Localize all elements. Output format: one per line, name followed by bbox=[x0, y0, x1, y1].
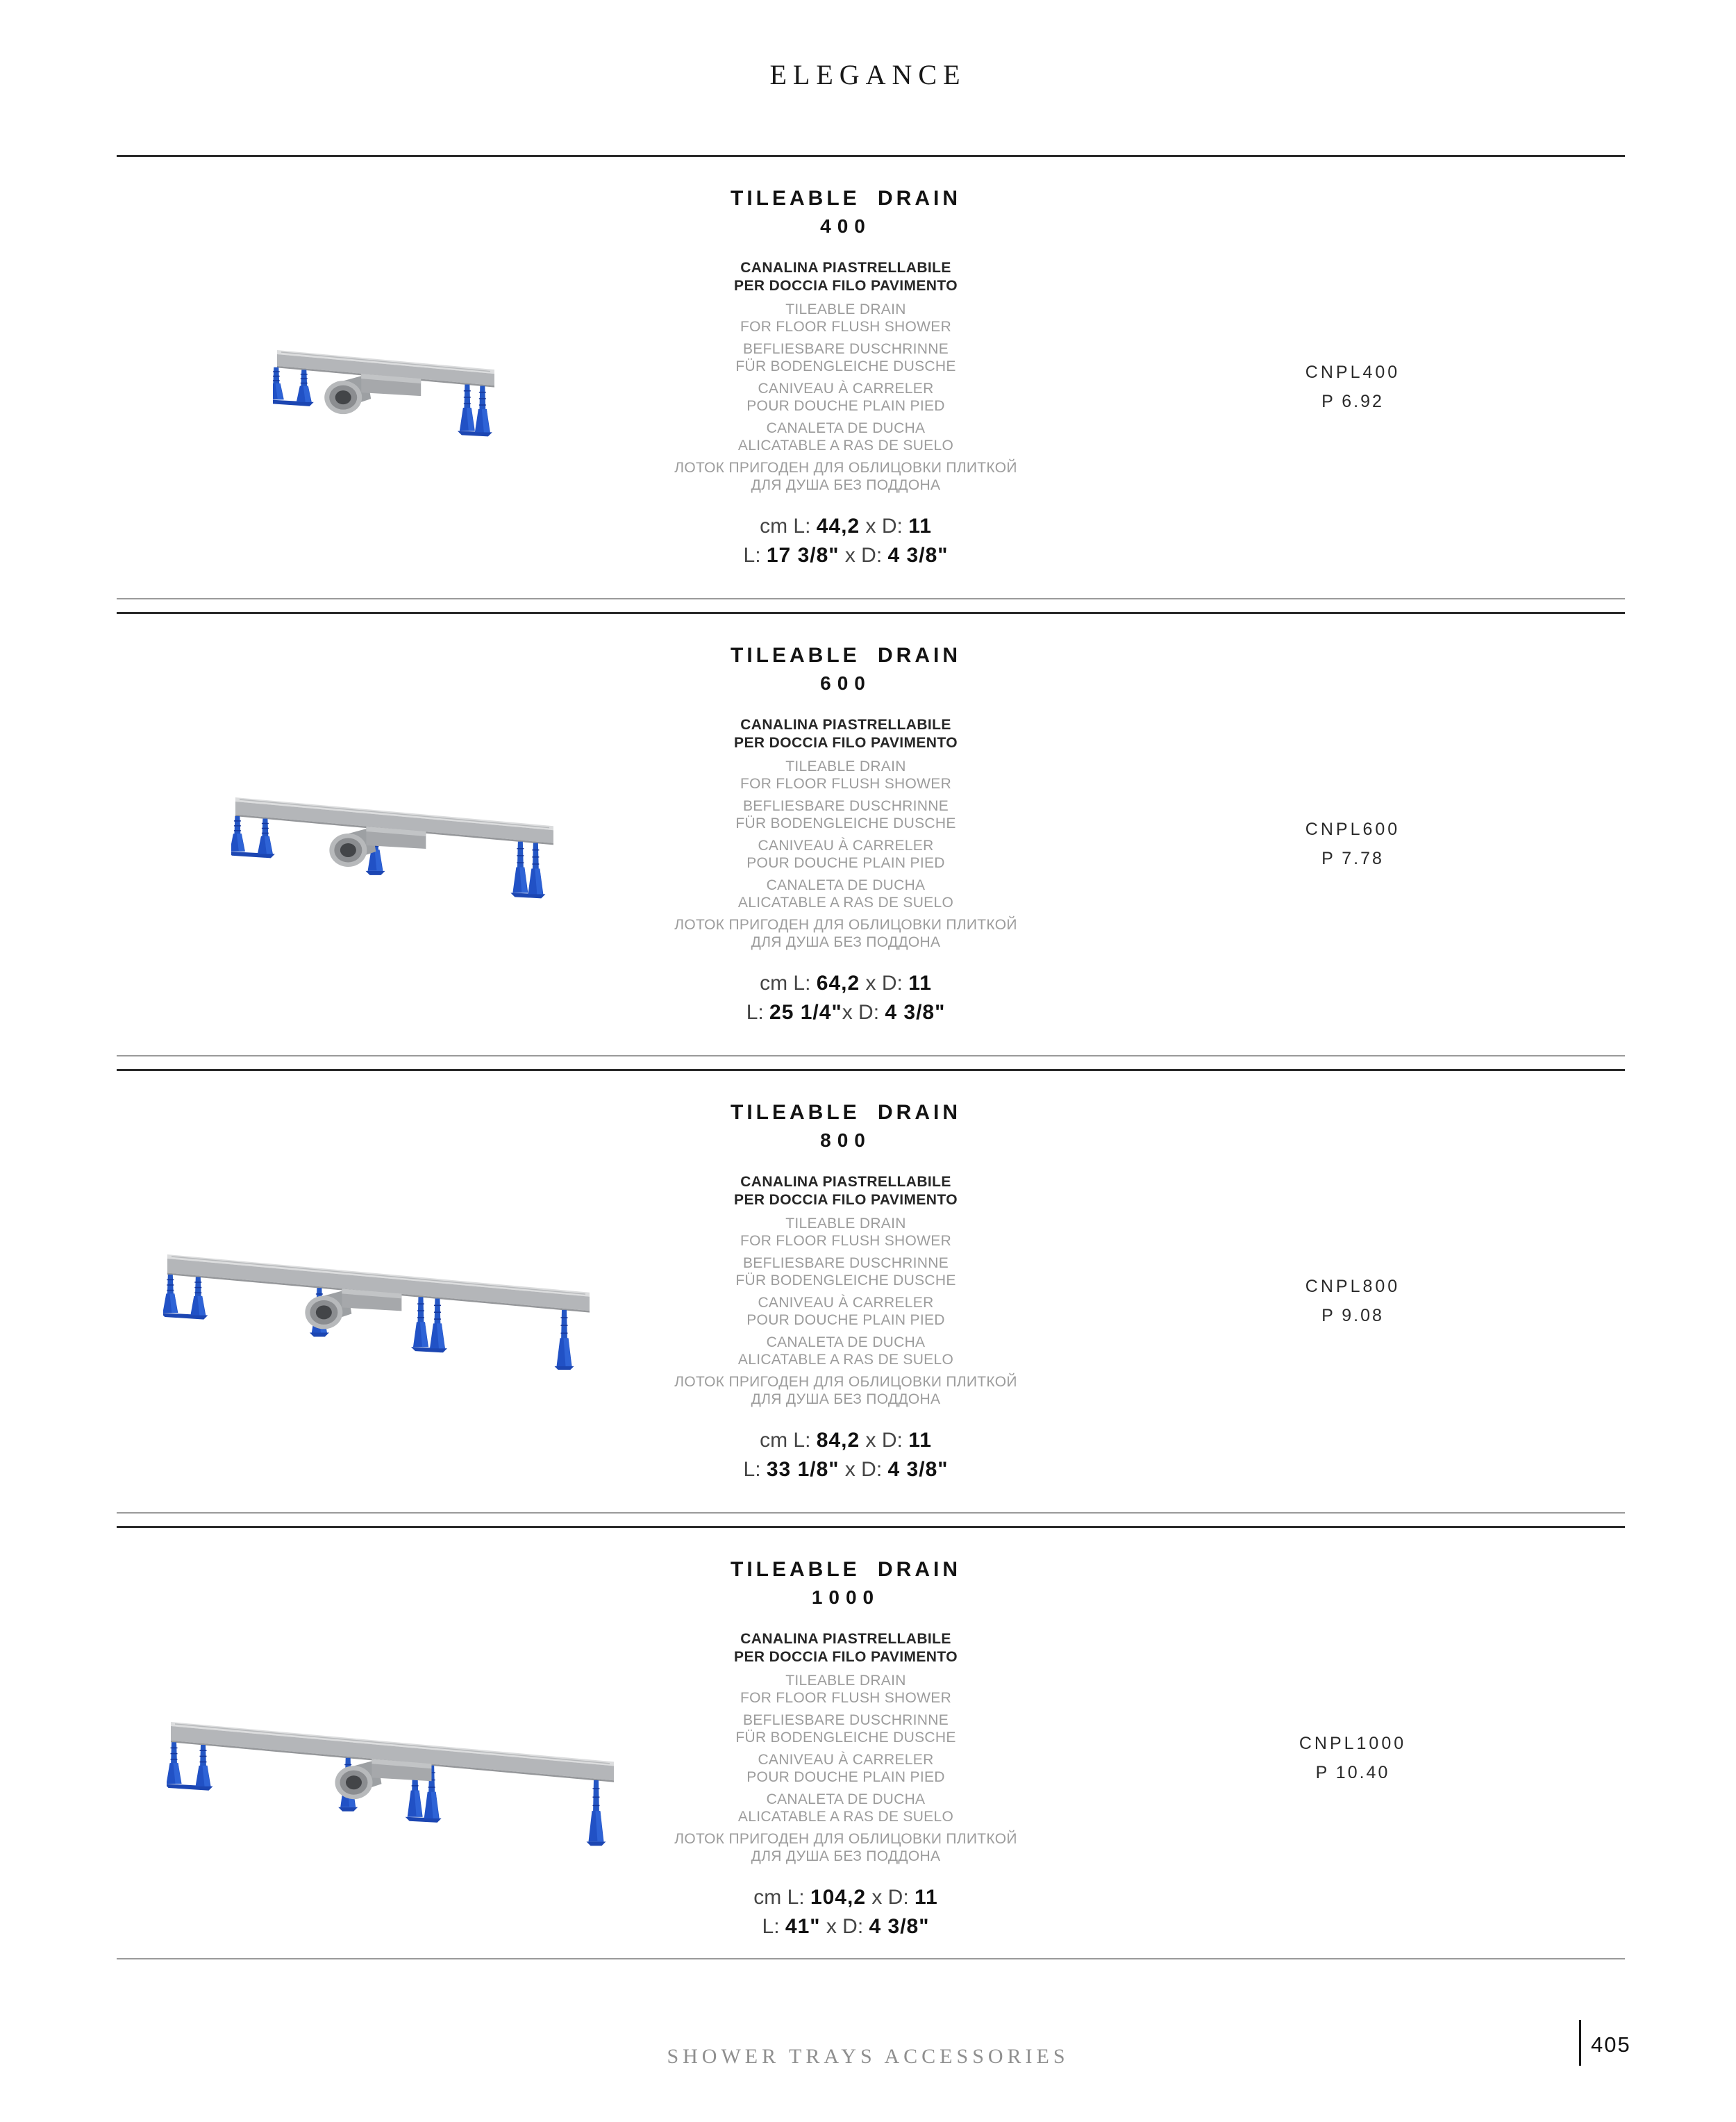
product-section bbox=[117, 155, 1625, 599]
dim-label: x D: bbox=[839, 544, 888, 567]
description-translation-group bbox=[554, 1254, 1137, 1289]
description-translation-group bbox=[554, 1334, 1137, 1368]
product-section bbox=[117, 612, 1625, 1056]
description-translation-line: FOR FLOOR FLUSH SHOWER bbox=[740, 319, 952, 335]
product-title: TILEABLE DRAIN bbox=[731, 1558, 961, 1581]
dim-label: x D: bbox=[860, 515, 909, 538]
dim-label: L: bbox=[743, 1458, 767, 1481]
description-translation-line: ЛОТОК ПРИГОДЕН ДЛЯ ОБЛИЦОВКИ ПЛИТКОЙ bbox=[674, 460, 1017, 476]
description-translation-line: FÜR BODENGLEICHE DUSCHE bbox=[735, 1730, 956, 1746]
dimensions-inch bbox=[554, 998, 1137, 1027]
product-photo bbox=[167, 1712, 618, 1848]
dimensions-cm bbox=[554, 1426, 1137, 1455]
dimensions-inch bbox=[554, 1912, 1137, 1941]
description-translation-line: POUR DOUCHE PLAIN PIED bbox=[746, 1769, 945, 1785]
description-primary-line: PER DOCCIA FILO PAVIMENTO bbox=[734, 1192, 958, 1208]
dim-label: cm L: bbox=[760, 972, 817, 995]
description-translation-line: FOR FLOOR FLUSH SHOWER bbox=[740, 1690, 952, 1706]
dim-value-depth: 4 3/8" bbox=[887, 544, 949, 567]
description-translation-line: ДЛЯ ДУША БЕЗ ПОДДОНА bbox=[751, 1848, 941, 1864]
dimensions-cm bbox=[554, 969, 1137, 998]
description-translation-line: ALICATABLE A RAS DE SUELO bbox=[737, 1809, 954, 1825]
dimensions-inch bbox=[554, 541, 1137, 570]
description-translation-line: FOR FLOOR FLUSH SHOWER bbox=[740, 776, 952, 792]
product-photo bbox=[231, 788, 558, 902]
product-photo bbox=[163, 1245, 594, 1370]
footer-category: SHOWER TRAYS ACCESSORIES bbox=[667, 2045, 1069, 2068]
description-primary bbox=[554, 1630, 1137, 1666]
description-translation-line: POUR DOUCHE PLAIN PIED bbox=[746, 398, 945, 414]
description-translation-line: CANIVEAU À CARRELER bbox=[758, 381, 934, 397]
description-translation-group bbox=[554, 1294, 1137, 1329]
product-photo bbox=[273, 340, 499, 445]
product-price: P 7.78 bbox=[1321, 849, 1384, 868]
description-translations bbox=[554, 1215, 1137, 1408]
product-title: TILEABLE DRAIN bbox=[731, 644, 961, 667]
description-primary bbox=[554, 716, 1137, 752]
description-translation-line: CANALETA DE DUCHA bbox=[766, 877, 926, 893]
product-size: 800 bbox=[820, 1129, 871, 1151]
description-translation-line: ALICATABLE A RAS DE SUELO bbox=[737, 438, 954, 454]
product-price: P 6.92 bbox=[1321, 392, 1384, 411]
description-translation-line: CANIVEAU À CARRELER bbox=[758, 1752, 934, 1768]
product-code-block bbox=[1235, 1734, 1471, 1783]
description-translation-group bbox=[554, 340, 1137, 375]
description-translation-group bbox=[554, 1830, 1137, 1865]
description-translation-line: ЛОТОК ПРИГОДЕН ДЛЯ ОБЛИЦОВКИ ПЛИТКОЙ bbox=[674, 1831, 1017, 1847]
tileable-drain-400-photo bbox=[273, 340, 499, 445]
description-translation-group bbox=[554, 1791, 1137, 1825]
description-translations bbox=[554, 1672, 1137, 1865]
dimensions bbox=[554, 1426, 1137, 1484]
description-translations bbox=[554, 301, 1137, 494]
description-translation-line: FOR FLOOR FLUSH SHOWER bbox=[740, 1233, 952, 1249]
dim-label: cm L: bbox=[760, 515, 817, 538]
page-number: 405 bbox=[1591, 2032, 1631, 2057]
description-translation-group bbox=[554, 380, 1137, 415]
description-translation-group bbox=[554, 916, 1137, 951]
description-translation-group bbox=[554, 1751, 1137, 1786]
dim-value-length: 17 3/8" bbox=[766, 544, 840, 567]
description-translation-group bbox=[554, 1672, 1137, 1707]
description-primary-line: PER DOCCIA FILO PAVIMENTO bbox=[734, 735, 958, 751]
dimensions bbox=[554, 512, 1137, 570]
description-translation-line: CANIVEAU À CARRELER bbox=[758, 1295, 934, 1311]
description-translation-line: FÜR BODENGLEICHE DUSCHE bbox=[735, 1273, 956, 1288]
product-text-block bbox=[554, 1071, 1137, 1484]
dim-label: cm L: bbox=[753, 1886, 810, 1909]
description-translation-line: ДЛЯ ДУША БЕЗ ПОДДОНА bbox=[751, 934, 941, 950]
description-translations bbox=[554, 758, 1137, 951]
tileable-drain-600-photo bbox=[231, 788, 558, 902]
product-text-block bbox=[554, 157, 1137, 570]
description-translation-line: ALICATABLE A RAS DE SUELO bbox=[737, 1352, 954, 1368]
product-code-block bbox=[1235, 363, 1471, 412]
dimensions bbox=[554, 1883, 1137, 1941]
description-translation-group bbox=[554, 459, 1137, 494]
dim-value-depth: 11 bbox=[908, 972, 932, 995]
product-code: CNPL800 bbox=[1305, 1277, 1401, 1296]
dim-value-length: 64,2 bbox=[816, 972, 860, 995]
description-translation-group bbox=[554, 1215, 1137, 1250]
dim-label: x D: bbox=[860, 1429, 909, 1452]
product-code-block bbox=[1235, 1277, 1471, 1326]
product-price: P 9.08 bbox=[1321, 1306, 1384, 1325]
dim-value-length: 33 1/8" bbox=[766, 1458, 840, 1481]
product-title: TILEABLE DRAIN bbox=[731, 187, 961, 210]
description-translation-line: CANALETA DE DUCHA bbox=[766, 1334, 926, 1350]
dim-label: x D: bbox=[842, 1001, 885, 1024]
product-text-block bbox=[554, 1528, 1137, 1941]
dim-value-length: 104,2 bbox=[810, 1886, 867, 1909]
description-primary bbox=[554, 1173, 1137, 1209]
description-translation-group bbox=[554, 420, 1137, 454]
dim-value-length: 25 1/4" bbox=[769, 1001, 842, 1024]
product-code-block bbox=[1235, 820, 1471, 869]
description-translation-group bbox=[554, 1373, 1137, 1408]
dim-value-depth: 4 3/8" bbox=[869, 1915, 930, 1938]
product-size: 400 bbox=[820, 215, 871, 237]
product-text-block bbox=[554, 614, 1137, 1027]
dim-label: L: bbox=[746, 1001, 770, 1024]
dim-label: cm L: bbox=[760, 1429, 817, 1452]
product-code: CNPL600 bbox=[1305, 820, 1401, 839]
product-list bbox=[117, 155, 1625, 1959]
description-translation-line: BEFLIESBARE DUSCHRINNE bbox=[743, 1712, 949, 1728]
dimensions-cm bbox=[554, 1883, 1137, 1912]
description-translation-group bbox=[554, 758, 1137, 793]
description-translation-line: CANALETA DE DUCHA bbox=[766, 1791, 926, 1807]
dim-label: x D: bbox=[820, 1915, 869, 1938]
description-translation-line: POUR DOUCHE PLAIN PIED bbox=[746, 1312, 945, 1328]
description-translation-group bbox=[554, 837, 1137, 872]
description-primary bbox=[554, 259, 1137, 295]
product-size: 1000 bbox=[811, 1586, 880, 1608]
dimensions-inch bbox=[554, 1455, 1137, 1484]
description-translation-line: ЛОТОК ПРИГОДЕН ДЛЯ ОБЛИЦОВКИ ПЛИТКОЙ bbox=[674, 1374, 1017, 1390]
description-translation-group bbox=[554, 1711, 1137, 1746]
dimensions-cm bbox=[554, 512, 1137, 541]
tileable-drain-1000-photo bbox=[167, 1712, 618, 1848]
dimensions bbox=[554, 969, 1137, 1027]
dim-value-length: 44,2 bbox=[816, 515, 860, 538]
description-translation-group bbox=[554, 877, 1137, 911]
description-translation-line: BEFLIESBARE DUSCHRINNE bbox=[743, 341, 949, 357]
description-translation-line: TILEABLE DRAIN bbox=[785, 759, 906, 774]
product-title: TILEABLE DRAIN bbox=[731, 1101, 961, 1124]
dim-value-depth: 11 bbox=[915, 1886, 938, 1909]
dim-value-depth: 4 3/8" bbox=[887, 1458, 949, 1481]
dim-label: x D: bbox=[839, 1458, 888, 1481]
dim-value-length: 41" bbox=[785, 1915, 821, 1938]
description-translation-line: ДЛЯ ДУША БЕЗ ПОДДОНА bbox=[751, 477, 941, 493]
dim-label: L: bbox=[762, 1915, 785, 1938]
product-code: CNPL1000 bbox=[1299, 1734, 1407, 1753]
dim-value-length: 84,2 bbox=[816, 1429, 860, 1452]
description-primary-line: CANALINA PIASTRELLABILE bbox=[740, 1631, 951, 1647]
description-translation-line: CANIVEAU À CARRELER bbox=[758, 838, 934, 854]
description-translation-line: ДЛЯ ДУША БЕЗ ПОДДОНА bbox=[751, 1391, 941, 1407]
description-primary-line: CANALINA PIASTRELLABILE bbox=[740, 1174, 951, 1190]
description-translation-line: FÜR BODENGLEICHE DUSCHE bbox=[735, 358, 956, 374]
dim-value-depth: 4 3/8" bbox=[885, 1001, 946, 1024]
dim-value-depth: 11 bbox=[908, 1429, 932, 1452]
description-translation-line: ЛОТОК ПРИГОДЕН ДЛЯ ОБЛИЦОВКИ ПЛИТКОЙ bbox=[674, 917, 1017, 933]
description-translation-line: ALICATABLE A RAS DE SUELO bbox=[737, 895, 954, 911]
description-translation-line: TILEABLE DRAIN bbox=[785, 1673, 906, 1689]
description-translation-line: BEFLIESBARE DUSCHRINNE bbox=[743, 1255, 949, 1271]
product-code: CNPL400 bbox=[1305, 363, 1401, 382]
description-translation-group bbox=[554, 797, 1137, 832]
description-translation-line: BEFLIESBARE DUSCHRINNE bbox=[743, 798, 949, 814]
description-primary-line: CANALINA PIASTRELLABILE bbox=[740, 260, 951, 276]
description-translation-line: POUR DOUCHE PLAIN PIED bbox=[746, 855, 945, 871]
tileable-drain-800-photo bbox=[163, 1245, 594, 1370]
description-translation-line: TILEABLE DRAIN bbox=[785, 301, 906, 317]
product-price: P 10.40 bbox=[1315, 1763, 1390, 1782]
dim-label: x D: bbox=[866, 1886, 915, 1909]
dim-label: x D: bbox=[860, 972, 909, 995]
description-translation-line: FÜR BODENGLEICHE DUSCHE bbox=[735, 815, 956, 831]
product-section bbox=[117, 1526, 1625, 1959]
dim-label: L: bbox=[743, 544, 767, 567]
description-translation-group bbox=[554, 301, 1137, 335]
product-size: 600 bbox=[820, 672, 871, 694]
description-primary-line: CANALINA PIASTRELLABILE bbox=[740, 717, 951, 733]
brand-title: ELEGANCE bbox=[769, 59, 967, 90]
dim-value-depth: 11 bbox=[908, 515, 932, 538]
description-primary-line: PER DOCCIA FILO PAVIMENTO bbox=[734, 1649, 958, 1665]
page-number-divider bbox=[1579, 2020, 1581, 2066]
description-translation-line: TILEABLE DRAIN bbox=[785, 1216, 906, 1232]
description-primary-line: PER DOCCIA FILO PAVIMENTO bbox=[734, 278, 958, 294]
description-translation-line: CANALETA DE DUCHA bbox=[766, 420, 926, 436]
product-section bbox=[117, 1069, 1625, 1514]
